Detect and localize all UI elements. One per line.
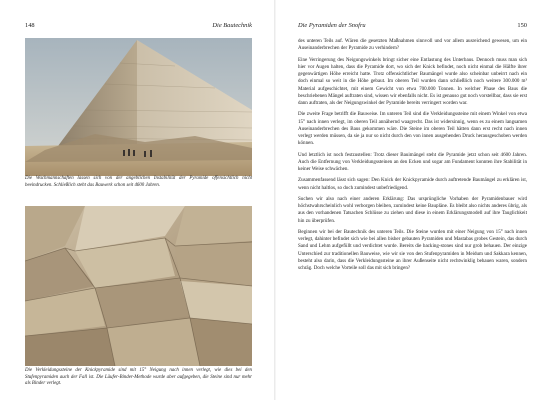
paragraph: Die zweite Frage betrifft die Bauweise. Im unteren Teil sind die Verkleidungssteine mit einem Winkel von etwa 15° nach innen verlegt, im oberen Teil annähernd waagrecht. Das ist widersinnig, wenn es zu einem langsamen Auseinanderbrechen des Baus gekommen wäre. Die Steine im oberen Teil hätten dann erst recht nach innen verlegt werden müssen, da sie ja nur so nicht durch den von innen ausgehenden Druck herausgeschoben werden können. <box>298 111 527 147</box>
paragraph: Zusammenfassend lässt sich sagen: Den Knick der Knickpyramide durch auftretende Baumängel zu erklären ist, wenn nicht haltlos, so doch zumindest unbefriedigend. <box>298 177 527 191</box>
casing-stones-photo <box>25 206 252 366</box>
left-running-head <box>25 20 252 32</box>
running-head-title: Die Bautechnik <box>212 22 252 29</box>
running-head-title: Die Pyramiden der Snofru <box>298 22 366 29</box>
right-page <box>276 0 550 400</box>
paragraph: des unteren Teils auf. Wären die gesetzten Maßnahmen sinnvoll und vor allem ausreichend gewesen, um ein Auseinanderbrechen der Pyramide zu verhindern? <box>298 38 527 52</box>
paragraph: Und letztlich ist noch festzustellen: Trotz dieser Bauimängel steht die Pyramide jetzt schon seit 4600 Jahren. Auch die Entfernung von Verkleidungssteinen an den Ecken und sogar am Fundament konnten ihre Stabilität in keiner Weise schwächen. <box>298 151 527 172</box>
bent-pyramid-photo <box>25 38 252 176</box>
page-number: 150 <box>517 22 527 29</box>
paragraph: Suchen wir also nach einer anderen Erklärung: Das ursprüngliche Vorhaben der Pyramidenbauer wird höchstwahrscheinlich wohl verborgen bleiben, zumindest keine Baupläne. Es bleibt also nichts anderes übrig, als aus den vorhandenen Tatsachen Schlüsse zu ziehen und diese in einem Erklärungsmodell auf ihre Tauglichkeit hin zu überprüfen. <box>298 195 527 224</box>
page-number: 148 <box>25 22 35 29</box>
paragraph: Beginnen wir bei der Bautechnik des unteren Teils. Die Steine wurden mit einer Neigung von 15° nach innen verlegt, dahinter befindet sich wie bei allen bisher gebauten Pyramiden und Mastabas grobes Gestein, das durch Sand und Lehm aufgefüllt und verdichtet wurde. Bereits die backing-stones sind nur grob behauen. Der einzige Unterschied zur traditionellen Bauweise, wie wir sie von den Stufenpyramiden in Meidum und Sakkara kennen, besteht also darin, dass die Verkleidungssteine an ihrer Außenseite nicht rechtwinklig behauen waren, sondern schräg. Doch welche Vorteile soll das mit sich bringen? <box>298 228 527 271</box>
left-page <box>0 0 274 400</box>
bent-pyramid-photo-image <box>25 38 252 176</box>
paragraph: Eine Verringerung des Neigungswinkels bringt sicher eine Entlastung des Unterbaus. Dennoch muss man sich hier vor Augen halten, dass die Pyramide dort, wo sich der Knick befindet, noch nicht einmal die Hälfte ihrer gegenwärtigen Höhe erreicht hatte. Trotz offensichtlicher Baumängel wurde also scheinbar unbeirrt nach ein doch einmal so weit in die Höhe gebaut. Im oberen Teil wurden dann schließlich noch weitere 300.000 m³ Material aufgeschichtet, mit einem Gewicht von etwa 700.000 Tonnen. In welcher Phase des Baus die beschriebenen Mängel auftraten sind, wissen wir ebenfalls nicht. Es ist genauso gut noch vorstellbar, dass sie erst dann auftraten, als der Neigungswinkel der Pyramide bereits verringert worden war. <box>298 56 527 106</box>
photo-caption-bottom: Die Verkleidungssteine der Knickpyramide sind mit 15° Neigung nach innen verlegt, wie dies bei den Stufenpyramiden auch der Fall ist. Die Läufer-Binder-Methode wurde aber aufgegeben, die Steine sind nur mehr als Binder verlegt. <box>25 368 252 386</box>
right-running-head <box>298 20 527 32</box>
casing-stones-photo-image <box>25 206 252 366</box>
photo-caption-top: Die Wachmannschaften lassen sich von der angeblichen Instabilität der Pyramide offensichtlich nicht beeindrucken. Schließlich steht das Bauwerk schon seit 4600 Jahren. <box>25 176 252 188</box>
body-text <box>298 38 527 276</box>
